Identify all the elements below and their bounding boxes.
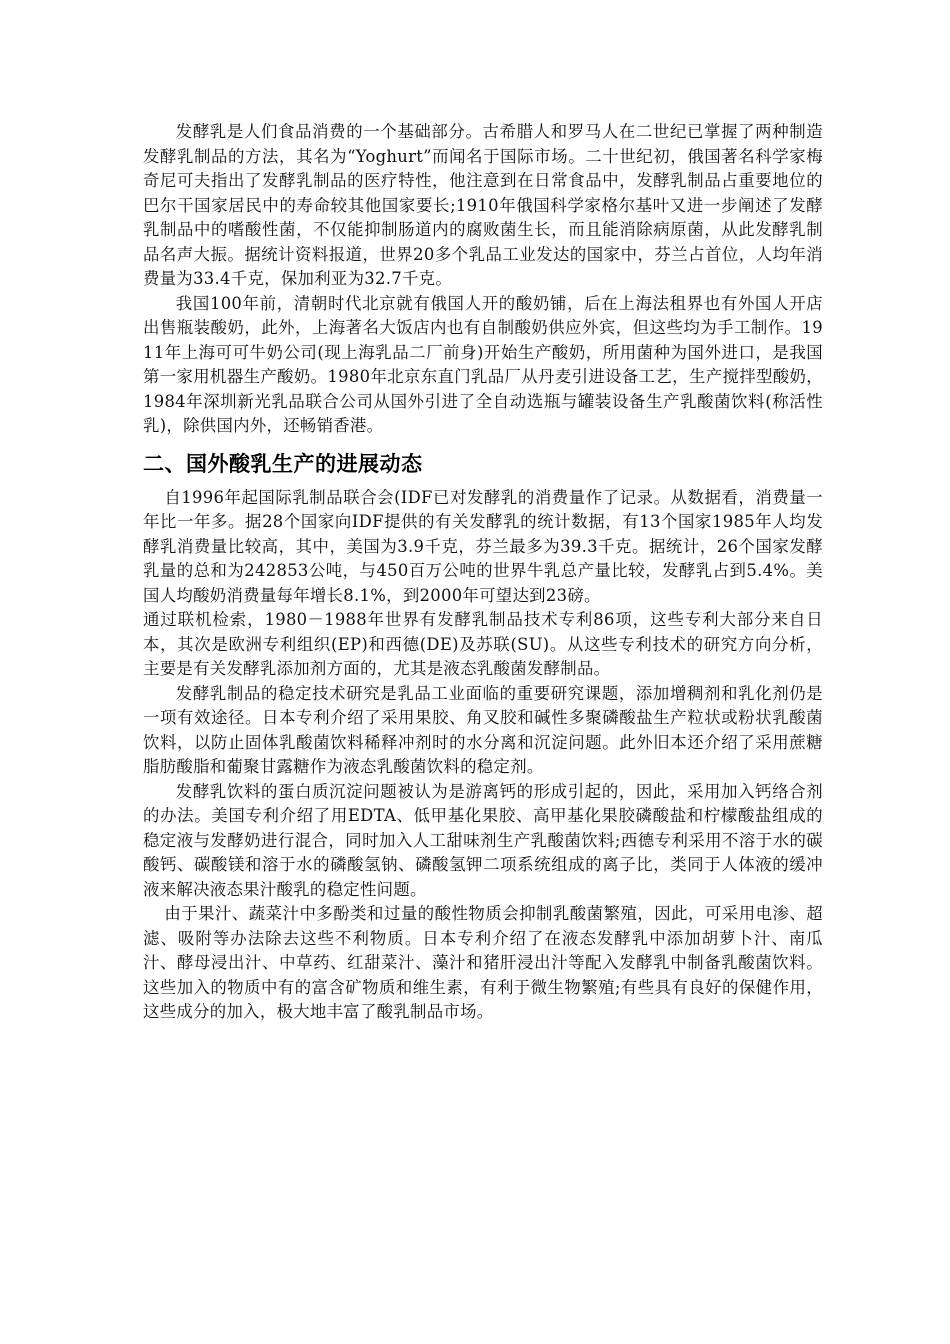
document-page: [143, 120, 823, 1025]
paragraph-juice-additives: 由于果汁、蔬菜汁中多酚类和过量的酸性物质会抑制乳酸菌繁殖，因此，可采用电渗、超滤、吸附等办法除去这些不利物质。日本专利介绍了在液态发酵乳中添加胡萝卜汁、南瓜汁、酵母浸出汁、中草药、红甜菜汁、藻汁和猪肝浸出汁等配入发酵乳中制备乳酸菌饮料。这些加入的物质中有的富含矿物质和维生素，有利于微生物繁殖;有些具有良好的保健作用，这些成分的加入，极大地丰富了酸乳制品市场。: [143, 904, 823, 1021]
paragraph-stabilization-tech: 发酵乳制品的稳定技术研究是乳品工业面临的重要研究课题，添加增稠剂和乳化剂仍是一项有效途径。日本专利介绍了采用果胶、角叉胶和碱性多聚磷酸盐生产粒状或粉状乳酸菌饮料，以防止固体乳酸菌饮料稀释冲剂时的水分离和沉淀问题。此外旧本还介绍了采用蔗糖脂肪酸脂和葡聚甘露糖作为液态乳酸菌饮料的稳定剂。: [143, 683, 823, 776]
paragraph-protein-precipitation: 发酵乳饮料的蛋白质沉淀问题被认为是游离钙的形成引起的，因此，采用加入钙络合剂的办法。美国专利介绍了用EDTA、低甲基化果胶、高甲基化果胶磷酸盐和柠檬酸盐组成的稳定液与发酵奶进行混合，同时加入人工甜味剂生产乳酸菌饮料;西德专利采用不溶于水的碳酸钙、碳酸镁和溶于水的磷酸氢钠、磷酸氢钾二项系统组成的离子比，类同于人体液的缓冲液来解决液态果汁酸乳的稳定性问题。: [143, 781, 823, 899]
section-heading: 二、国外酸乳生产的进展动态: [143, 451, 423, 476]
paragraph-fermented-milk-history: 发酵乳是人们食品消费的一个基础部分。古希腊人和罗马人在二世纪已掌握了两种制造发酵乳制品的方法，其名为“Yoghurt”而闻名于国际市场。二十世纪初，俄国著名科学家梅奇尼可夫指出了发酵乳制品的医疗特性，他注意到在日常食品中，发酵乳制品占重要地位的巴尔干国家居民中的寿命较其他国家要长;1910年俄国科学家格尔基叶又进一步阐述了发酵乳制品中的嗜酸性菌，不仅能抑制肠道内的腐败菌生长，而且能消除病原菌，从此发酵乳制品名声大振。据统计资料报道，世界20多个乳品工业发达的国家中，芬兰占首位，人均年消费量为33.4千克，保加利亚为32.7千克。: [143, 122, 823, 288]
paragraph-idf-consumption: 自1996年起国际乳制品联合会(IDF已对发酵乳的消费量作了记录。从数据看，消费量一年比一年多。据28个国家向IDF提供的有关发酵乳的统计数据，有13个国家1985年人均发酵乳消费量比较高，其中，美国为3.9千克，芬兰最多为39.3千克。据统计，26个国家发酵乳量的总和为242853公吨，与450百万公吨的世界牛乳总产量比较，发酵乳占到5.4%。美国人均酸奶消费量每年增长8.1%，到2000年可望达到23磅。: [143, 487, 823, 605]
paragraph-patent-search: 通过联机检索，1980－1988年世界有发酵乳制品技术专利86项，这些专利大部分来自日本，其次是欧洲专利组织(EP)和西德(DE)及苏联(SU)。从这些专利技术的研究方向分析，主要是有关发酵乳添加剂方面的，尤其是液态乳酸菌发酵制品。: [143, 610, 823, 678]
paragraph-china-yogurt-history: 我国100年前，清朝时代北京就有俄国人开的酸奶铺，后在上海法租界也有外国人开店出售瓶装酸奶，此外，上海著名大饭店内也有自制酸奶供应外宾，但这些均为手工制作。1911年上海可可牛奶公司(现上海乳品二厂前身)开始生产酸奶，所用菌种为国外进口，是我国第一家用机器生产酸奶。1980年北京东直门乳品厂从丹麦引进设备工艺，生产搅拌型酸奶，1984年深圳新光乳品联合公司从国外引进了全自动选瓶与罐装设备生产乳酸菌饮料(称活性乳)，除供国内外，还畅销香港。: [143, 293, 823, 435]
